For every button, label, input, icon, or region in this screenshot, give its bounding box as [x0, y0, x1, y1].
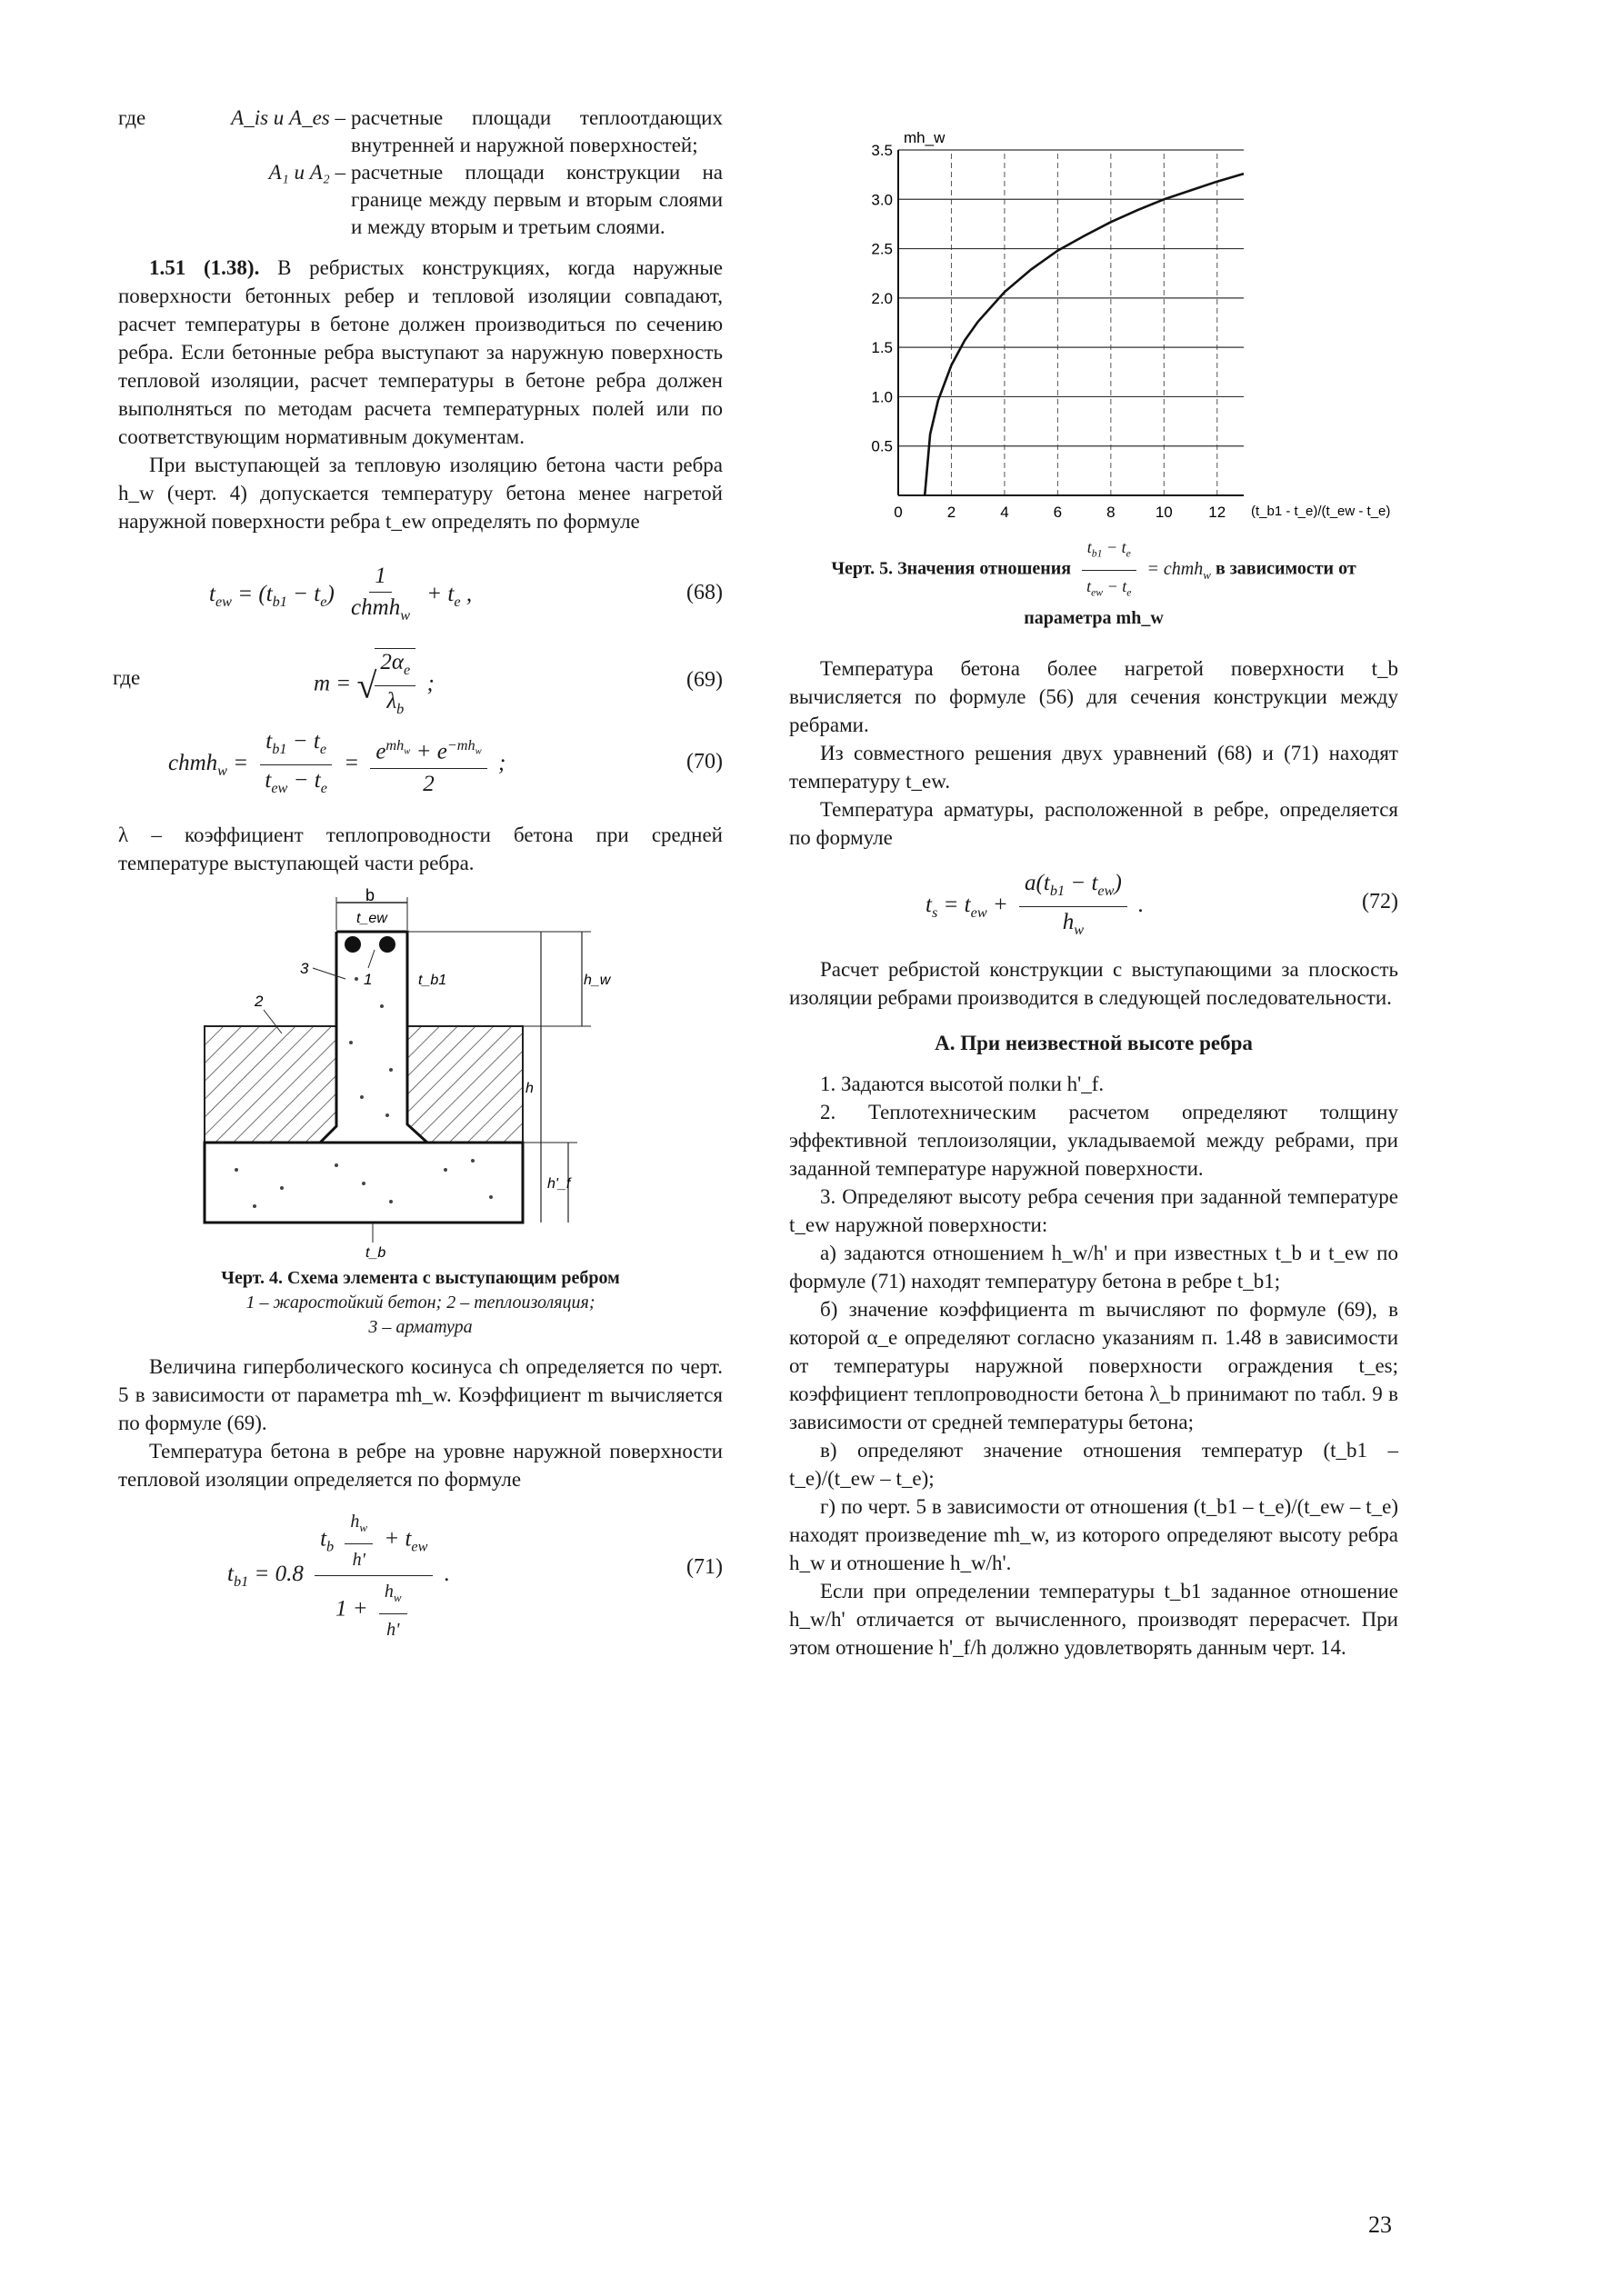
- rebar: [379, 936, 395, 953]
- paragraph-joint: Из совместного решения двух уравнений (68) и (71) находят температуру t_ew.: [789, 742, 1398, 794]
- definition-a-is: [118, 105, 723, 159]
- clause-text: В ребристых конструкциях, когда наружные поверхности бетонных ребер и тепловой изоляции совпадают, расчет температуры в бетоне должен производиться по сечению ребра. Если бетонные ребра выступают за наружную поверхность тепловой изоляции, расчет температуры в бетоне ребра должен выполняться по методам расчета температурных полей или по соответствующим нормативным документам.: [118, 256, 723, 448]
- x-tick-label: 2: [946, 504, 956, 521]
- step-3: 3. Определяют высоту ребра сечения при заданной температуре t_ew наружной поверхности:: [789, 1185, 1398, 1237]
- section-heading: А. При неизвестной высоте ребра: [935, 1032, 1253, 1055]
- paragraph-recalc: Если при определении температуры t_b1 заданное отношение h_w/h' отличается от вычисленного, производят перерасчет. При этом отношение h'_f/h должно удовлетворять данным черт. 14.: [789, 1580, 1398, 1660]
- rib-element-diagram: [118, 886, 723, 1261]
- paragraph-rib: При выступающей за тепловую изоляцию бетона части ребра h_w (черт. 4) допускается температуру бетона менее нагретой наружной поверхности ребра t_ew определять по формуле: [118, 454, 723, 533]
- formula-69: где m = √ $\frac{2\alpha_e}{\lambda_b}$ ; (69): [118, 643, 723, 719]
- formula-71: $t_{b1} = 0.8$ $t_b$ $\frac{h_w}{h'}$ + $t_{ew}$ 1 + $\frac{h_w}{h'}$ . (71): [118, 1502, 723, 1630]
- label-2: 2: [255, 993, 264, 1010]
- y-tick-label: 1.0: [871, 388, 893, 406]
- paragraph-1-51: [118, 254, 723, 451]
- clause-number: 1.51 (1.38).: [149, 256, 260, 279]
- paragraph-trib: Температура бетона в ребре на уровне наружной поверхности тепловой изоляции определяется по формуле: [118, 1440, 723, 1491]
- label-3: 3: [300, 960, 309, 977]
- formula-68: $t_{ew} = (t_{b1} - t_e)$ $\frac{1}{chmh_w}$ + $t_e$ , (68): [209, 564, 723, 624]
- step-3a: а) задаются отношением h_w/h' и при известных t_b и t_ew по формуле (71) находят температуру бетона в ребре t_b1;: [789, 1242, 1398, 1293]
- rebar: [345, 936, 361, 953]
- y-tick-label: 3.5: [871, 142, 893, 159]
- step-3b: б) значение коэффициента m вычисляют по формуле (69), в которой α_e определяют согласно указаниям п. 1.48 в зависимости от температуры наружной поверхности ограждения t_es; коэффициент теплопроводности бетона λ_b принимают по табл. 9 в зависимости от средней температуры бетона;: [789, 1298, 1398, 1434]
- equation-number: (68): [686, 581, 723, 604]
- figure-5-caption: Черт. 5. Значения отношения $\frac{t_{b1} - t_e}{t_{ew} - t_e}$ = chmh$_w$ в зависимости от параметра mh_w: [789, 534, 1398, 631]
- label-hw: h_w: [584, 973, 611, 988]
- figure-4-legend: 1 – жаростойкий бетон; 2 – теплоизоляция;: [245, 1293, 595, 1313]
- left-column: [113, 105, 723, 1640]
- label-tb1: t_b1: [418, 973, 447, 988]
- y-tick-label: 3.0: [871, 191, 893, 209]
- lambda-definition: λ – коэффициент теплопроводности бетона при средней температуре выступающей части ребра.: [118, 824, 723, 874]
- equation-number: (71): [686, 1555, 723, 1579]
- x-tick-label: 6: [1053, 504, 1063, 521]
- x-tick-label: 10: [1155, 504, 1173, 521]
- x-tick-label: 0: [894, 504, 903, 521]
- figure-4: [118, 886, 723, 1261]
- definition-a1: [118, 159, 723, 241]
- figure-4-caption: Черт. 4. Схема элемента с выступающим ребром: [221, 1268, 620, 1288]
- y-axis-label: mh_w: [904, 129, 946, 146]
- formula-72: $t_s = t_{ew}$ + $\frac{a(t_{b1} - t_{ew})}{h_w}$ . (72): [926, 871, 1398, 939]
- equation-number: (72): [1362, 890, 1398, 914]
- equation-number: (70): [686, 750, 723, 774]
- formula-70: chmh$_w$ = $\frac{t_{b1} - t_e}{t_{ew} - t_e}$ = $\frac{e^{mh_w} + e^{-mh_w}}{2}$ ; (70): [168, 729, 723, 796]
- label-h: h: [525, 1081, 534, 1096]
- label-tew: t_ew: [356, 911, 387, 926]
- y-tick-label: 1.5: [871, 339, 893, 357]
- x-tick-label: 8: [1106, 504, 1116, 521]
- x-tick-label: 4: [1000, 504, 1009, 521]
- right-column: [789, 105, 1398, 1662]
- step-3d: г) по черт. 5 в зависимости от отношения (t_b1 – t_e)/(t_ew – t_e) находят произведение mh_w, из которого определяют высоту ребра h_w и отношение h_w/h'.: [789, 1495, 1398, 1575]
- x-tick-label: 12: [1208, 504, 1226, 521]
- figure-4-legend: 3 – арматура: [368, 1317, 473, 1337]
- y-tick-label: 0.5: [871, 437, 893, 455]
- label-hf: h'_f: [547, 1176, 571, 1192]
- def-text: расчетные площади теплоотдающих внутренней и наружной поверхностей;: [351, 106, 723, 156]
- paragraph-ts: Температура арматуры, расположенной в ребре, определяется по формуле: [789, 798, 1398, 850]
- def-text: расчетные площади конструкции на границе между первым и вторым слоями и между вторым и третьим слоями.: [351, 161, 723, 238]
- step-2: 2. Теплотехническим расчетом определяют толщину эффективной теплоизоляции, укладываемой между ребрами, при заданной температуре наружной поверхности.: [789, 1101, 1398, 1181]
- step-3c: в) определяют значение отношения температур (t_b1 – t_e)/(t_ew – t_e);: [789, 1439, 1398, 1491]
- caption-part: в зависимости от параметра mh_w: [1024, 558, 1356, 629]
- label-tb: t_b: [365, 1245, 386, 1261]
- def-symbol: A₁ и A₂ –: [268, 161, 345, 184]
- where-label: где: [118, 106, 146, 129]
- y-tick-label: 2.0: [871, 289, 893, 307]
- where-label: где: [113, 666, 141, 689]
- paragraph-calc: Расчет ребристой конструкции с выступающими за плоскость изоляции ребрами производится в следующей последовательности.: [789, 958, 1398, 1010]
- insulation-right: [407, 1026, 523, 1143]
- paragraph-cosh: Величина гиперболического косинуса ch определяется по черт. 5 в зависимости от параметра mh_w. Коэффициент m вычисляется по формуле (69).: [118, 1355, 723, 1434]
- figure-5: [789, 105, 1398, 532]
- step-1: 1. Задаются высотой полки h'_f.: [820, 1073, 1105, 1096]
- series-line: [925, 174, 1244, 495]
- x-axis-label: (t_b1 - t_e)/(t_ew - t_e): [1251, 504, 1391, 519]
- mhw-chart: [789, 105, 1398, 532]
- insulation-left: [205, 1026, 336, 1143]
- page-number: 23: [1368, 2211, 1392, 2238]
- y-tick-label: 2.5: [871, 240, 893, 258]
- label-b: b: [365, 886, 375, 904]
- def-symbol: A_is и A_es –: [231, 106, 345, 129]
- caption-part: Черт. 5. Значения отношения: [831, 558, 1072, 579]
- paragraph-tb: Температура бетона более нагретой поверхности t_b вычисляется по формуле (56) для сечения конструкции между ребрами.: [789, 657, 1398, 737]
- equation-number: (69): [686, 668, 723, 692]
- label-1: 1: [364, 971, 373, 988]
